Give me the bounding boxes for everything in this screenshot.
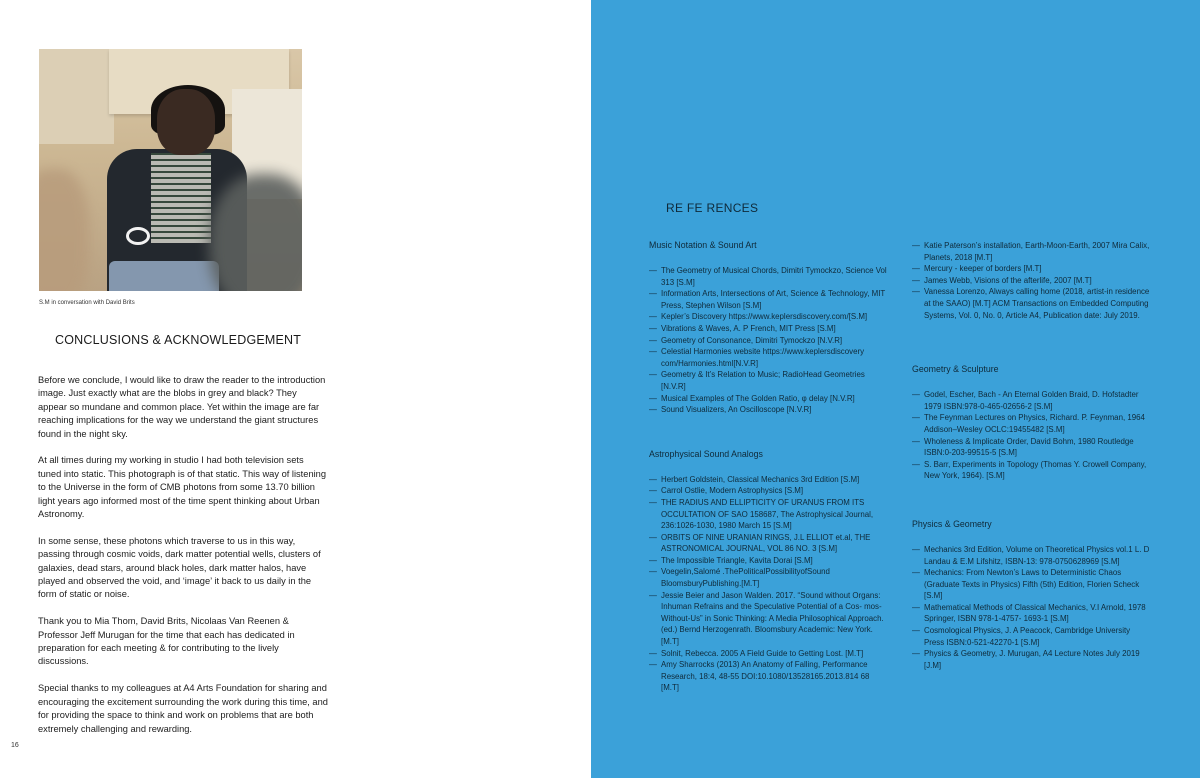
dash-icon: — <box>649 312 657 322</box>
reference-text: Information Arts, Intersections of Art, Science & Technology, MIT Press, Stephen Wilson [S.M] <box>661 289 886 310</box>
reference-text: Mercury - keeper of borders [M.T] <box>924 264 1042 274</box>
page-number: 16 <box>11 742 19 749</box>
reference-item <box>912 625 1152 648</box>
paragraph: In some sense, these photons which traverse to us in this way, passing through cosmic voids, dark matter potential wells, clusters of galaxies, dead stars, around black holes, dark matter halos, have played and observed the void, and ‘image’ it back to us daily in the form of static or noise. <box>38 535 321 600</box>
paragraph: At all times during my working in studio I had both television sets tuned into static. This photograph is of that static. This way of listening to the Universe in the form of CMB photons from some 13.70 billion light years ago informed most of the time spent thinking about Urban Astronomy. <box>38 455 327 520</box>
dash-icon: — <box>649 567 657 577</box>
dash-icon: — <box>649 648 657 658</box>
dash-icon: — <box>912 544 920 554</box>
photo-blur-foreground <box>39 169 89 291</box>
dash-icon: — <box>912 241 920 250</box>
reference-text: The Feynman Lectures on Physics, Richard. P. Feynman, 1964 Addison–Wesley OCLC:19455482 [S.M] <box>924 413 1145 434</box>
dash-icon: — <box>912 626 920 636</box>
references-column-1 <box>649 239 889 718</box>
dash-icon: — <box>912 287 920 297</box>
reference-text: ORBITS OF NINE URANIAN RINGS, J.L ELLIOT et.al, THE ASTRONOMICAL JOURNAL, VOL 86 NO. 3 [S.M] <box>661 532 871 554</box>
reference-section-title: Geometry & Sculpture <box>912 364 999 375</box>
reference-item <box>649 393 889 405</box>
reference-item <box>912 567 1152 602</box>
dash-icon: — <box>649 370 657 380</box>
reference-item <box>912 648 1152 671</box>
reference-item <box>649 323 889 335</box>
reference-text: Vibrations & Waves, A. P French, MIT Press [S.M] <box>661 323 836 333</box>
reference-text: Herbert Goldstein, Classical Mechanics 3rd Edition [S.M] <box>661 474 860 484</box>
reference-text: THE RADIUS AND ELLIPTICITY OF URANUS FROM ITS OCCULTATION OF SAO 158687, The Astrophysical Journal, 236:1026-1030, 1980 March 15 [S.M] <box>661 497 874 531</box>
dash-icon: — <box>912 390 920 400</box>
reference-section <box>649 448 889 694</box>
reference-item <box>649 288 889 311</box>
reference-text: The Impossible Triangle, Kavita Dorai [S.M] <box>661 555 813 565</box>
photo-paper-sheet <box>39 49 114 144</box>
reference-text: Mathematical Methods of Classical Mechanics, V.I Arnold, 1978 Springer, ISBN 978-1-4757- 1693-1 [S.M] <box>924 602 1146 624</box>
reference-item <box>912 436 1152 459</box>
reference-text: Kepler’s Discovery https://www.keplersdiscovery.com/[S.M] <box>661 312 868 322</box>
dash-icon: — <box>649 266 657 275</box>
reference-text: James Webb, Visions of the afterlife, 2007 [M.T] <box>924 275 1092 285</box>
reference-item <box>649 659 889 694</box>
reference-item <box>649 335 889 347</box>
reference-section <box>649 239 889 416</box>
dash-icon: — <box>649 335 657 345</box>
reference-text: Godel, Escher, Bach - An Eternal Golden Braid, D. Hofstadter 1979 ISBN:978-0-465-02656-2 [S.M] <box>924 390 1139 411</box>
reference-item <box>912 389 1152 412</box>
reference-text: Mechanics: From Newton’s Laws to Deterministic Chaos (Graduate Texts in Physics) Fifth (5th) Edition, Florien Scheck [S.M] <box>924 568 1140 601</box>
dash-icon: — <box>649 405 657 415</box>
dash-icon: — <box>649 660 657 670</box>
photo-caption: S.M in conversation with David Brits <box>39 300 135 306</box>
reference-text: Cosmological Physics, J. A Peacock, Cambridge University Press ISBN:0-521-42270-1 [S.M] <box>924 626 1131 647</box>
dash-icon: — <box>649 497 657 507</box>
reference-section-title: Music Notation & Sound Art <box>649 240 757 250</box>
reference-item <box>912 286 1152 321</box>
reference-text: Katie Paterson’s installation, Earth-Moon-Earth, 2007 Mira Calix, Planets, 2018 [M.T] <box>924 241 1150 262</box>
reference-item <box>912 412 1152 435</box>
reference-text: Sound Visualizers, An Oscilloscope [N.V.R] <box>661 405 812 415</box>
dash-icon: — <box>912 275 920 285</box>
reference-item <box>912 240 1152 263</box>
dash-icon: — <box>912 459 920 469</box>
reference-text: Musical Examples of The Golden Ratio, φ delay [N.V.R] <box>661 393 855 403</box>
reference-text: Wholeness & Implicate Order, David Bohm, 1980 Routledge ISBN:0-203-99515-5 [S.M] <box>924 436 1134 458</box>
reference-item <box>649 404 889 416</box>
mobius-strip <box>126 227 150 245</box>
reference-text: Vanessa Lorenzo, Always calling home (2018, artist-in residence at the SAAO) [M.T] ACM Transactions on Embedded Computing Systems, Vol. 0, No. 0, Article A4, Publication date: July 2019. <box>924 287 1150 320</box>
section-heading: CONCLUSIONS & ACKNOWLEDGEMENT <box>55 333 302 347</box>
reference-item <box>649 474 889 486</box>
reference-item <box>649 311 889 323</box>
reference-section <box>912 363 1152 482</box>
reference-item <box>649 590 889 648</box>
portrait-photo <box>39 49 302 291</box>
reference-item <box>649 346 889 369</box>
reference-item <box>649 555 889 567</box>
reference-list <box>649 265 889 416</box>
body-text <box>38 374 328 749</box>
reference-text: Geometry of Consonance, Dimitri Tymockzo [N.V.R] <box>661 335 843 345</box>
reference-section <box>912 518 1152 672</box>
dash-icon: — <box>912 413 920 423</box>
photo-figure-jeans <box>109 261 219 291</box>
reference-section-title: Physics & Geometry <box>912 518 992 529</box>
reference-list <box>912 544 1152 672</box>
reference-item <box>912 544 1152 567</box>
reference-text: Voegelin,Salomé .ThePoliticalPossibilityofSound BloomsburyPublishing.[M.T] <box>661 567 830 589</box>
paragraph: Special thanks to my colleagues at A4 Arts Foundation for sharing and encouraging the excitement surrounding the work during this time, and for providing the space to think and work on problems that are both extremely challenging and rewarding. <box>38 683 328 734</box>
dash-icon: — <box>649 590 657 600</box>
dash-icon: — <box>649 486 657 496</box>
photo-figure-shirt <box>151 153 211 243</box>
reference-item <box>649 566 889 589</box>
dash-icon: — <box>649 323 657 333</box>
reference-text: Jessie Beier and Jason Walden. 2017. “Sound without Organs: Inhuman Refrains and the Speculative Potential of a Cos- mos-Without-Us” in Sonic Thinking: A Media Philosophical Approach. (ed.) Bernd Herzogenrath. Bloomsbury Academic: New York. [M.T] <box>661 590 884 647</box>
reference-text: Solnit, Rebecca. 2005 A Field Guide to Getting Lost. [M.T] <box>661 648 864 658</box>
reference-item <box>912 602 1152 625</box>
reference-text: Mechanics 3rd Edition, Volume on Theoretical Physics vol.1 L. D Landau & E.M Lifshitz, ISBN-13: 978-0750628969 [S.M] <box>924 544 1150 566</box>
reference-item <box>649 485 889 497</box>
reference-item <box>649 648 889 660</box>
reference-section-title: Astrophysical Sound Analogs <box>649 448 763 459</box>
reference-text: Geometry & It’s Relation to Music; RadioHead Geometries [N.V.R] <box>661 370 865 391</box>
dash-icon: — <box>912 602 920 612</box>
reference-item <box>649 369 889 392</box>
photo-figure-head <box>157 89 215 155</box>
dash-icon: — <box>912 649 920 659</box>
reference-text: Carrol Ostlie, Modern Astrophysics [S.M] <box>661 486 804 496</box>
reference-list <box>912 240 1152 321</box>
dash-icon: — <box>649 532 657 542</box>
dash-icon: — <box>912 568 920 578</box>
dash-icon: — <box>649 474 657 484</box>
left-page <box>0 0 591 778</box>
reference-item <box>912 459 1152 482</box>
reference-item <box>912 275 1152 287</box>
reference-text: Amy Sharrocks (2013) An Anatomy of Falling, Performance Research, 18:4, 48-55 DOI:10.1080/13528165.2013.814 68 [M.T] <box>661 660 870 693</box>
reference-item <box>649 497 889 532</box>
reference-list <box>649 474 889 694</box>
reference-section <box>912 240 1152 321</box>
reference-text: Celestial Harmonies website https://www.keplersdiscovery com/Harmonies.html[N.V.R] <box>661 347 865 368</box>
reference-text: Physics & Geometry, J. Murugan, A4 Lecture Notes July 2019 [J.M] <box>924 649 1140 670</box>
paragraph: Thank you to Mia Thom, David Brits, Nicolaas Van Reenen & Professor Jeff Murugan for the time that each has dedicated in preparation for each meeting & for contributing to the lively discussions. <box>38 616 295 667</box>
reference-item <box>649 265 889 288</box>
dash-icon: — <box>649 393 657 403</box>
paragraph: Before we conclude, I would like to draw the reader to the introduction image. Just exactly what are the blobs in grey and black? They appear so mundane and common place. Yet within the image are far reaching implications for the way we understand the giant structures found in the night sky. <box>38 375 326 439</box>
references-column-2 <box>912 240 1152 695</box>
dash-icon: — <box>649 347 657 357</box>
photo-blur-foreground <box>209 174 302 291</box>
reference-text: S. Barr, Experiments in Topology (Thomas Y. Crowell Company, New York, 1964). [S.M] <box>924 459 1147 481</box>
reference-item <box>912 263 1152 275</box>
reference-list <box>912 389 1152 482</box>
reference-text: The Geometry of Musical Chords, Dimitri Tymockzo, Science Vol 313 [S.M] <box>661 266 887 287</box>
dash-icon: — <box>649 555 657 565</box>
dash-icon: — <box>912 436 920 446</box>
reference-item <box>649 532 889 555</box>
references-title: RE FE RENCES <box>666 201 759 215</box>
dash-icon: — <box>912 264 920 274</box>
dash-icon: — <box>649 289 657 299</box>
